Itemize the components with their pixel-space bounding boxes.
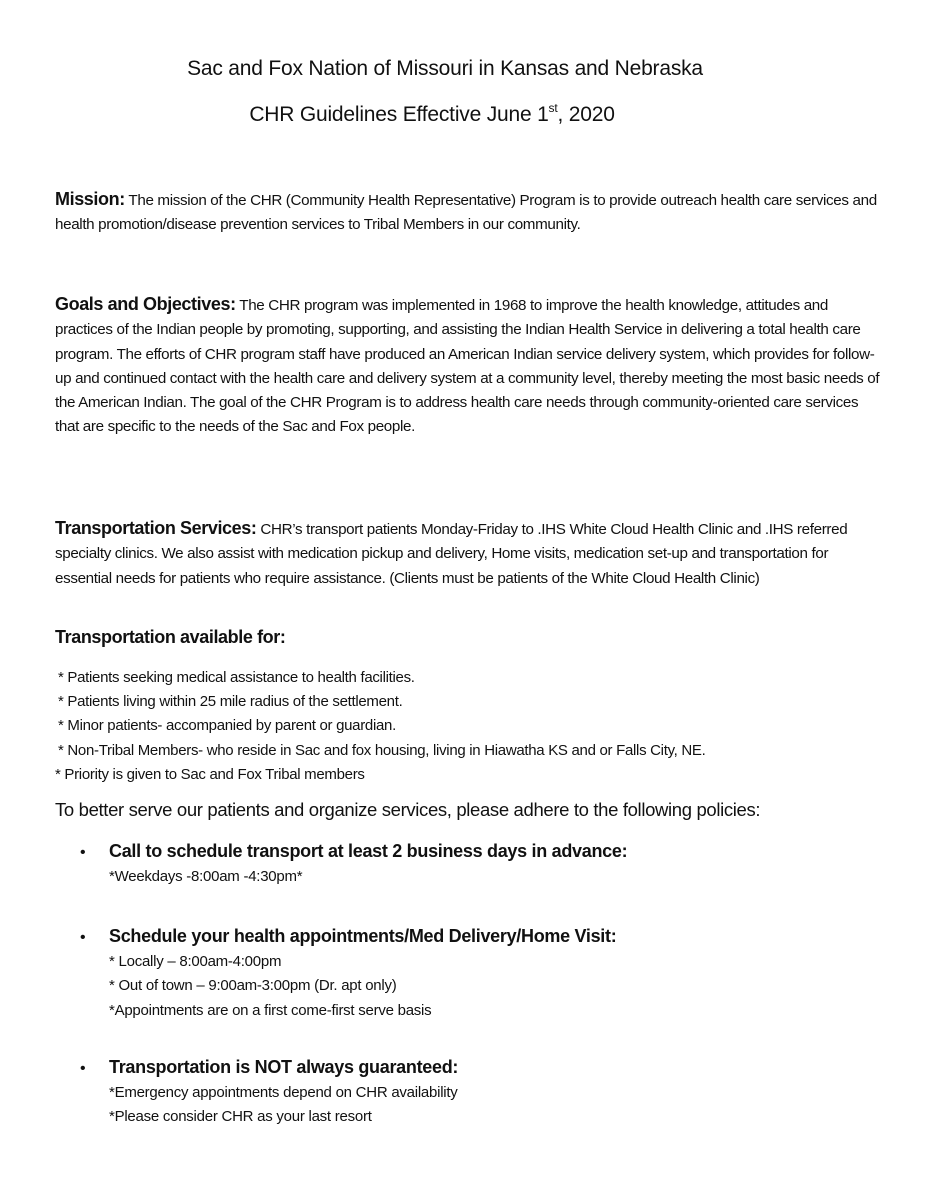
bullet-icon: • (80, 844, 86, 861)
transportation-services-text: CHR’s transport patients Monday-Friday to .IHS White Cloud Health Clinic and .IHS referred specialty clinics. We also assist with medication pickup and delivery, Home visits, medication set-up and transportation for essential needs for patients who require assistance. (Clients must be patients of the White Cloud Health Clinic) (55, 521, 848, 587)
policy-item (80, 841, 860, 889)
policy-title: Transportation is NOT always guaranteed: (109, 1057, 459, 1077)
mission-label: Mission: (55, 189, 125, 209)
policy-title: Schedule your health appointments/Med Delivery/Home Visit: (109, 926, 617, 946)
transportation-available-list (55, 666, 706, 787)
goals-section (55, 292, 885, 440)
policy-detail: *Appointments are on a first come-first serve basis (109, 1001, 432, 1019)
policies-intro: To better serve our patients and organize services, please adhere to the following policies: (55, 799, 761, 820)
goals-text: The CHR program was implemented in 1968 to improve the health knowledge, attitudes and practices of the Indian people by promoting, supporting, and assisting the Indian Health Service in delivering a total health care program. The efforts of CHR program staff have produced an American Indian service delivery system, which provides for follow-up and continued contact with the health care and delivery system at a community level, thereby meeting the most basic needs of the American Indian. The goal of the CHR Program is to address health care needs through community-oriented care services that are specific to the needs of the Sac and Fox people. (55, 297, 880, 436)
mission-section (55, 187, 885, 238)
priority-note: * Priority is given to Sac and Fox Tribal members (55, 765, 365, 783)
list-item: * Patients living within 25 mile radius of the settlement. (58, 693, 403, 711)
transportation-available-heading: Transportation available for: (55, 627, 286, 647)
policy-detail: *Please consider CHR as your last resort (109, 1108, 372, 1126)
policy-detail: *Emergency appointments depend on CHR availability (109, 1084, 458, 1101)
policy-detail: * Locally – 8:00am-4:00pm (109, 953, 282, 970)
bullet-icon: • (80, 929, 86, 946)
bullet-icon: • (80, 1060, 86, 1077)
mission-text: The mission of the CHR (Community Health Representative) Program is to provide outreach health care services and health promotion/disease prevention services to Tribal Members in our community. (55, 192, 877, 234)
document-title: Sac and Fox Nation of Missouri in Kansas and Nebraska (187, 57, 703, 80)
policy-detail: * Out of town – 9:00am-3:00pm (Dr. apt only) (109, 977, 397, 995)
transportation-services-section (55, 516, 885, 591)
list-item: * Patients seeking medical assistance to health facilities. (58, 669, 415, 686)
transportation-services-label: Transportation Services: (55, 518, 257, 538)
subtitle-year: , 2020 (557, 103, 615, 126)
goals-label: Goals and Objectives: (55, 294, 236, 314)
policy-item (80, 1057, 860, 1130)
policy-item (80, 926, 860, 1023)
subtitle-text: CHR Guidelines Effective June 1 (249, 103, 549, 126)
document-subtitle (0, 101, 864, 127)
policy-title: Call to schedule transport at least 2 business days in advance: (109, 841, 628, 861)
list-item: * Minor patients- accompanied by parent or guardian. (58, 717, 396, 735)
subtitle-ordinal: st (548, 101, 558, 115)
list-item: * Non-Tribal Members- who reside in Sac and fox housing, living in Hiawatha KS and or Falls City, NE. (58, 741, 706, 759)
policy-detail: *Weekdays -8:00am -4:30pm* (109, 868, 303, 885)
